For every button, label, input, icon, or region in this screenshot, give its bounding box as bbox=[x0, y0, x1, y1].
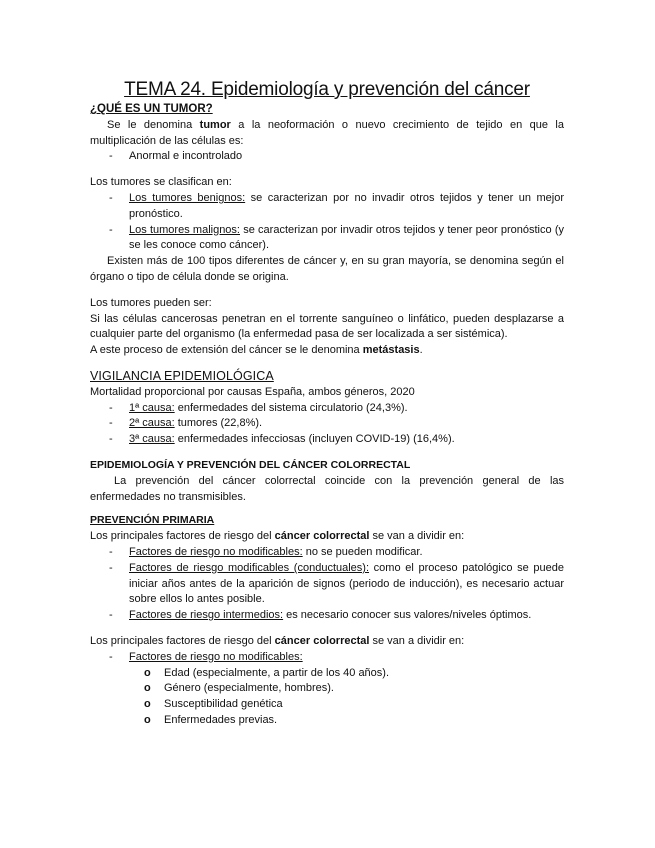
text-span: A este proceso de extensión del cáncer se le denomina bbox=[90, 344, 363, 357]
text-span: Edad (especialmente, a partir de los 40 años). bbox=[164, 666, 390, 679]
document-page bbox=[90, 78, 564, 729]
metastasis-line bbox=[90, 343, 564, 359]
text-span: como el proceso patológico se puede iniciar años antes de la aparición de signos (periodo de inducción), es necesario actuar sobre ellos lo antes posible. bbox=[129, 561, 564, 606]
underlined-label: Los tumores benignos: bbox=[129, 191, 246, 204]
causes-list bbox=[90, 401, 564, 448]
underlined-label: Los tumores malignos: bbox=[129, 223, 240, 236]
subitems-list bbox=[90, 666, 564, 729]
text-span: no se pueden modificar. bbox=[302, 545, 423, 558]
sub-list-item bbox=[90, 666, 564, 682]
text-span: enfermedades infecciosas (incluyen COVID-19) (16,4%). bbox=[174, 433, 455, 446]
underlined-label: Factores de riesgo modificables (conductuales): bbox=[129, 561, 370, 574]
classify-intro: Los tumores se clasifican en: bbox=[90, 176, 232, 189]
list-item: - Anormal e incontrolado bbox=[90, 149, 564, 165]
factors-lead-2 bbox=[90, 634, 564, 650]
list-item-cause bbox=[90, 401, 564, 417]
tumor-types-list bbox=[90, 191, 564, 254]
text-span: Los principales factores de riesgo del bbox=[90, 530, 275, 543]
bold-term: cáncer colorrectal bbox=[274, 634, 370, 647]
text-span: tumores (22,8%). bbox=[174, 417, 263, 430]
section-heading-prevencion: PREVENCIÓN PRIMARIA bbox=[90, 514, 215, 527]
list-item-factor bbox=[90, 561, 564, 608]
text-span: enfermedades del sistema circulatorio (24,3%). bbox=[174, 401, 408, 414]
document-title: TEMA 24. Epidemiología y prevención del cáncer bbox=[124, 79, 530, 100]
list-item-cause bbox=[90, 416, 564, 432]
section-heading-tumor: ¿QUÉ ES UN TUMOR? bbox=[90, 103, 213, 115]
underlined-label: 1ª causa: bbox=[129, 401, 175, 414]
circle-bullet-icon: o bbox=[144, 698, 151, 711]
bold-term: metástasis bbox=[362, 344, 420, 357]
spread-paragraph: Si las células cancerosas penetran en el torrente sanguíneo o linfático, pueden desplazarse a cualquier parte del organismo (la enfermedad pasa de ser localizada a ser sistémica). bbox=[90, 312, 564, 341]
text-span: a la neoformación o nuevo crecimiento de tejido en que la multiplicación de las células es: bbox=[90, 118, 564, 147]
circle-bullet-icon: o bbox=[144, 666, 151, 679]
text-span: se van a dividir en: bbox=[369, 634, 465, 647]
text-span: Enfermedades previas. bbox=[164, 713, 278, 726]
nonmod-list bbox=[90, 650, 564, 666]
sub-list-item bbox=[90, 713, 564, 729]
tumor-definition bbox=[90, 118, 564, 150]
list-item-factor bbox=[90, 545, 564, 561]
list-item-nonmod bbox=[90, 650, 564, 666]
mortality-subtitle: Mortalidad proporcional por causas España, ambos géneros, 2020 bbox=[90, 385, 415, 398]
bold-term: cáncer colorrectal bbox=[274, 530, 370, 543]
text-span: Género (especialmente, hombres). bbox=[164, 682, 334, 695]
underlined-label: Factores de riesgo intermedios: bbox=[129, 609, 284, 622]
section-heading-vigilancia: VIGILANCIA EPIDEMIOLÓGICA bbox=[90, 368, 274, 383]
text-span: Los principales factores de riesgo del bbox=[90, 634, 275, 647]
factors-lead bbox=[90, 529, 564, 545]
list-item-malign bbox=[90, 223, 564, 255]
text-span: es necesario conocer sus valores/niveles óptimos. bbox=[283, 609, 532, 622]
text-span: se caracterizan por invadir otros tejidos y tener peor pronóstico (y se les conoce como cáncer). bbox=[129, 223, 564, 252]
list-item-factor bbox=[90, 608, 564, 624]
can-be-line: Los tumores pueden ser: bbox=[90, 296, 212, 309]
types-paragraph: Existen más de 100 tipos diferentes de cáncer y, en su gran mayoría, se denomina según el órgano o tipo de célula donde se origina. bbox=[90, 255, 564, 283]
underlined-label: 3ª causa: bbox=[129, 433, 175, 446]
colorrectal-paragraph: La prevención del cáncer colorrectal coincide con la prevención general de las enfermedades no transmisibles. bbox=[90, 474, 564, 503]
section-heading-colorrectal: EPIDEMIOLOGÍA Y PREVENCIÓN DEL CÁNCER COLORRECTAL bbox=[90, 458, 411, 471]
text-span: Susceptibilidad genética bbox=[164, 698, 283, 711]
underlined-label: Factores de riesgo no modificables: bbox=[129, 545, 303, 558]
bold-term: tumor bbox=[199, 118, 231, 131]
sub-list-item bbox=[90, 681, 564, 697]
text-span: Se le denomina bbox=[107, 118, 200, 131]
list-item-benign bbox=[90, 191, 564, 223]
circle-bullet-icon: o bbox=[144, 713, 151, 726]
list-item-cause bbox=[90, 432, 564, 448]
text-span: se caracterizan por no invadir otros tejidos y tener un mejor pronóstico. bbox=[129, 191, 564, 220]
underlined-label: Factores de riesgo no modificables: bbox=[129, 650, 303, 663]
underlined-label: 2ª causa: bbox=[129, 417, 175, 430]
dash-list bbox=[90, 149, 564, 165]
circle-bullet-icon: o bbox=[144, 682, 151, 695]
text-span: . bbox=[419, 344, 423, 357]
factors-list bbox=[90, 545, 564, 624]
text-span: se van a dividir en: bbox=[369, 530, 465, 543]
sub-list-item bbox=[90, 697, 564, 713]
